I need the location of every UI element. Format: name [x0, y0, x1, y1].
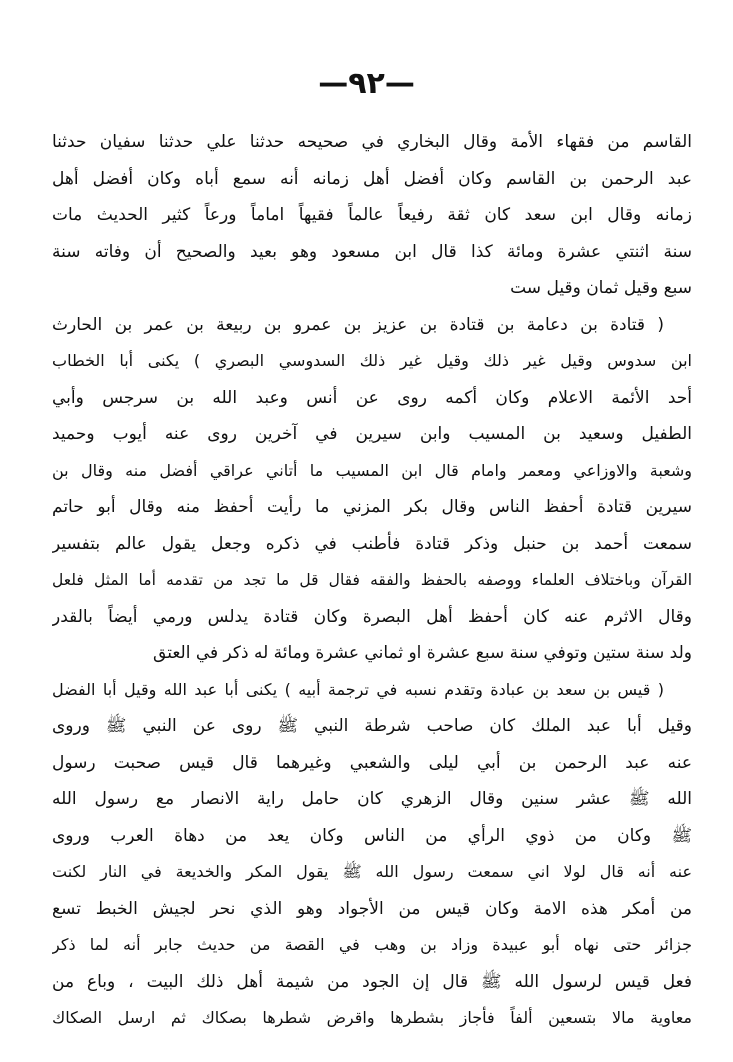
- text-line: زمانه وقال ابن سعد كان ثقة رفيعاً عالماً فقيهاً اماماً ورعاً كثير الحديث مات: [52, 205, 692, 225]
- text-line: عبد الرحمن بن القاسم وكان أفضل أهل زمانه أنه سمع أباه وكان أفضل أهل: [52, 168, 692, 189]
- text-line: أحد الأئمة الاعلام وكان أكمه روى عن أنس وعبد الله بن سرجس وأبي: [52, 387, 692, 408]
- text-line: ولد سنة ستين وتوفي سنة سبع عشرة او ثماني عشرة ومائة له ذكر في العتق: [153, 643, 692, 663]
- text-line: وقال الاثرم عنه كان أحفظ أهل البصرة وكان قتادة يدلس ورمي أيضاً بالقدر: [52, 606, 692, 627]
- text-line: سيرين قتادة أحفظ الناس وقال بكر المزني ما رأيت أحفظ منه وقال أبو حاتم: [52, 497, 692, 517]
- text-line: القاسم من فقهاء الأمة وقال البخاري في صحيحه حدثنا علي حدثنا سفيان حدثنا: [52, 132, 692, 152]
- body-text: [52, 124, 692, 1037]
- text-line: جزائر حتى نهاه أبو عبيدة وزاد بن وهب في القصة من حديث جابر أنه لما ذكر: [52, 935, 692, 954]
- text-line: عنه عبد الرحمن بن أبي ليلى والشعبي وغيرهما قال قيس صحبت رسول: [52, 752, 692, 773]
- text-line: سبع وقيل ثمان وقيل ست: [510, 278, 692, 298]
- text-line: ﷺ وكان من ذوي الرأي من الناس وكان يعد من دهاة العرب وروى: [52, 825, 692, 846]
- entry-heading-line: ( قيس بن سعد بن عبادة وتقدم نسبه في ترجمة أبيه ) يكنى أبا عبد الله وقيل أبا الفضل: [52, 679, 664, 699]
- text-line: عنه أنه قال لولا اني سمعت رسول الله ﷺ يقول المكر والخديعة في النار لكنت: [52, 862, 692, 881]
- text-line: من أمكر هذه الامة وكان قيس من الأجواد وهو الذي نحر لجيش الخبط تسع: [52, 898, 692, 919]
- text-line: فعل قيس لرسول الله ﷺ قال إن الجود من شيمة أهل ذلك البيت ، وباع من: [52, 971, 692, 992]
- text-line: وشعبة والاوزاعي ومعمر وامام قال ابن المسيب ما أتاني عراقي أفضل منه وقال بن: [52, 460, 692, 480]
- text-line: ابن سدوس وقيل غير ذلك وقيل غير ذلك السدوسي البصري ) يكنى أبا الخطاب: [52, 351, 692, 370]
- page-number: —٩٢—: [318, 66, 415, 101]
- text-line: سمعت أحمد بن حنبل وذكر قتادة فأطنب في ذكره وجعل يقول عالم بتفسير: [52, 533, 692, 554]
- text-line: معاوية مالا بتسعين ألفاً فأجاز بشطرها واقرض شطرها بصكاك ثم ارسل الصكاك: [52, 1008, 692, 1027]
- text-line: الله ﷺ عشر سنين وقال الزهري كان حامل راية الانصار مع رسول الله: [52, 789, 692, 809]
- text-line: سنة اثنتي عشرة ومائة كذا قال ابن مسعود وهو بعيد والصحيح أن وفاته سنة: [52, 241, 692, 262]
- text-line: الطفيل وسعيد بن المسيب وابن سيرين في آخرين روى عنه أيوب وحميد: [52, 424, 692, 444]
- text-line: القرآن وباختلاف العلماء ووصفه بالحفظ والفقه فقال قل ما تجد من تقدمه أما المثل فلعل: [52, 571, 692, 589]
- text-line: وقيل أبا عبد الملك كان صاحب شرطة النبي ﷺ روى عن النبي ﷺ وروى: [52, 716, 692, 736]
- entry-heading-line: ( قتادة بن دعامة بن قتادة بن عزيز بن عمرو بن ربيعة بن عمر بن الحارث: [52, 314, 664, 335]
